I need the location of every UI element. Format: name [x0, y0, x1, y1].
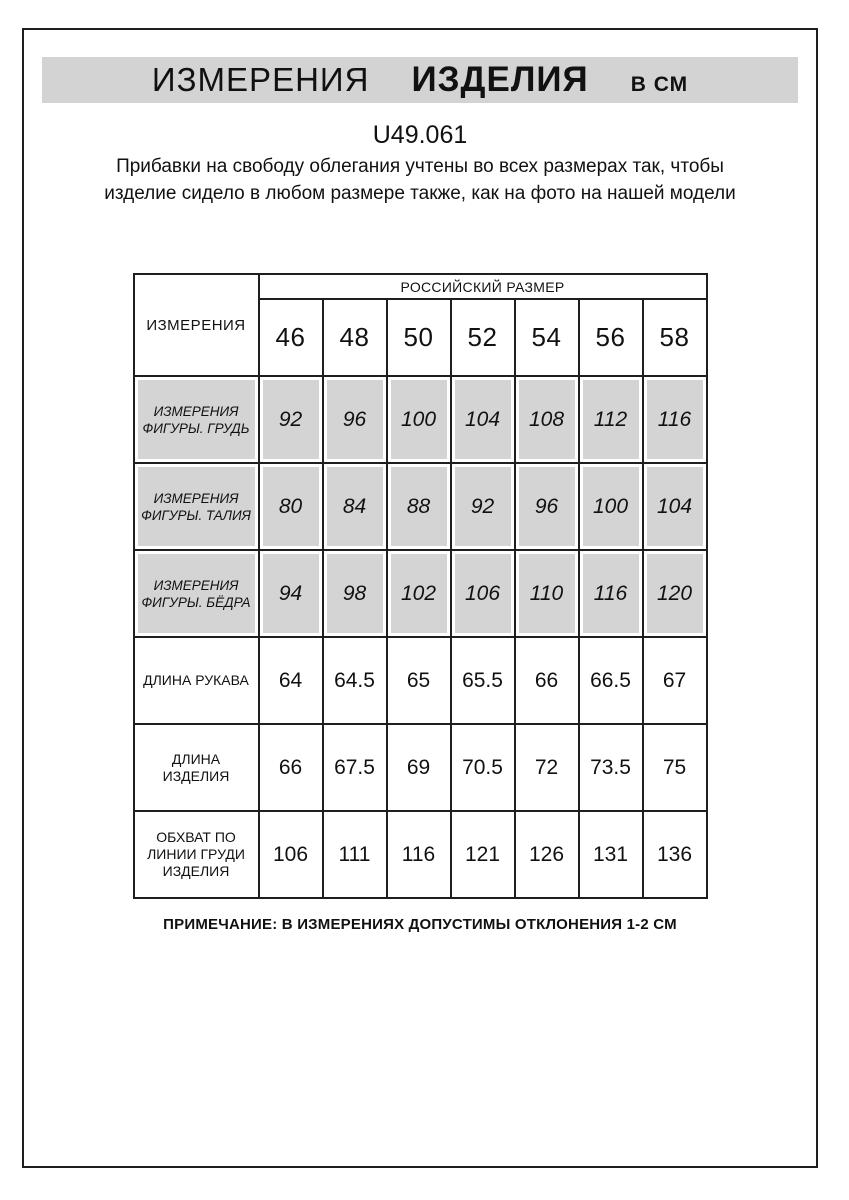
value-cell: 92 [259, 376, 323, 463]
value-cell: 72 [515, 724, 579, 811]
description-text: Прибавки на свободу облегания учтены во всех размерах так, чтобы изделие сидело в любом размере также, как на фото на нашей модели [104, 156, 736, 204]
value-cell: 69 [387, 724, 451, 811]
value-cell: 102 [387, 550, 451, 637]
table-group-header: РОССИЙСКИЙ РАЗМЕР [259, 274, 707, 299]
value-cell: 116 [387, 811, 451, 898]
value-cell: 104 [451, 376, 515, 463]
value-cell: 136 [643, 811, 707, 898]
value-cell: 116 [643, 376, 707, 463]
page-title-units: В СМ [630, 73, 689, 96]
value-cell: 112 [579, 376, 643, 463]
value-cell: 131 [579, 811, 643, 898]
value-cell: 126 [515, 811, 579, 898]
value-cell: 108 [515, 376, 579, 463]
value-cell: 88 [387, 463, 451, 550]
table-corner-header: ИЗМЕРЕНИЯ [134, 274, 259, 376]
table-row-figure-chest [134, 376, 707, 463]
value-cell: 120 [643, 550, 707, 637]
size-header-cell: 50 [387, 299, 451, 376]
value-cell: 70.5 [451, 724, 515, 811]
value-cell: 67 [643, 637, 707, 724]
group-header-row [134, 274, 707, 299]
article-code: U49.061 [372, 121, 468, 149]
value-cell: 64.5 [323, 637, 387, 724]
value-cell: 106 [259, 811, 323, 898]
value-cell: 111 [323, 811, 387, 898]
table-row-sleeve-length [134, 637, 707, 724]
size-table [133, 273, 708, 899]
value-cell: 104 [643, 463, 707, 550]
table-row-figure-waist [134, 463, 707, 550]
page-frame [22, 28, 818, 1168]
table-row-figure-hips [134, 550, 707, 637]
value-cell: 65.5 [451, 637, 515, 724]
value-cell: 64 [259, 637, 323, 724]
value-cell: 92 [451, 463, 515, 550]
value-cell: 75 [643, 724, 707, 811]
value-cell: 80 [259, 463, 323, 550]
value-cell: 65 [387, 637, 451, 724]
value-cell: 66.5 [579, 637, 643, 724]
row-label-cell: ОБХВАТ ПО ЛИНИИ ГРУДИ ИЗДЕЛИЯ [134, 811, 259, 898]
value-cell: 100 [387, 376, 451, 463]
value-cell: 100 [579, 463, 643, 550]
value-cell: 66 [259, 724, 323, 811]
page-title-product: ИЗДЕЛИЯ [411, 60, 589, 99]
table-row-item-length [134, 724, 707, 811]
value-cell: 96 [515, 463, 579, 550]
size-header-cell: 46 [259, 299, 323, 376]
value-cell: 67.5 [323, 724, 387, 811]
row-label-cell: ИЗМЕРЕНИЯ ФИГУРЫ. БЁДРА [134, 550, 259, 637]
title-bar [42, 57, 798, 103]
row-label-cell: ИЗМЕРЕНИЯ ФИГУРЫ. ГРУДЬ [134, 376, 259, 463]
row-label-cell: ДЛИНА РУКАВА [134, 637, 259, 724]
size-header-cell: 58 [643, 299, 707, 376]
value-cell: 73.5 [579, 724, 643, 811]
value-cell: 110 [515, 550, 579, 637]
note-text: ПРИМЕЧАНИЕ: В ИЗМЕРЕНИЯХ ДОПУСТИМЫ ОТКЛОНЕНИЯ 1-2 СМ [163, 916, 677, 933]
row-label-cell: ДЛИНА ИЗДЕЛИЯ [134, 724, 259, 811]
value-cell: 116 [579, 550, 643, 637]
value-cell: 98 [323, 550, 387, 637]
value-cell: 66 [515, 637, 579, 724]
table-row-chest-girth [134, 811, 707, 898]
value-cell: 121 [451, 811, 515, 898]
row-label-cell: ИЗМЕРЕНИЯ ФИГУРЫ. ТАЛИЯ [134, 463, 259, 550]
size-header-cell: 52 [451, 299, 515, 376]
value-cell: 106 [451, 550, 515, 637]
size-header-cell: 54 [515, 299, 579, 376]
size-header-cell: 48 [323, 299, 387, 376]
page-title-measurements: ИЗМЕРЕНИЯ [151, 61, 370, 98]
size-header-cell: 56 [579, 299, 643, 376]
value-cell: 84 [323, 463, 387, 550]
value-cell: 94 [259, 550, 323, 637]
value-cell: 96 [323, 376, 387, 463]
